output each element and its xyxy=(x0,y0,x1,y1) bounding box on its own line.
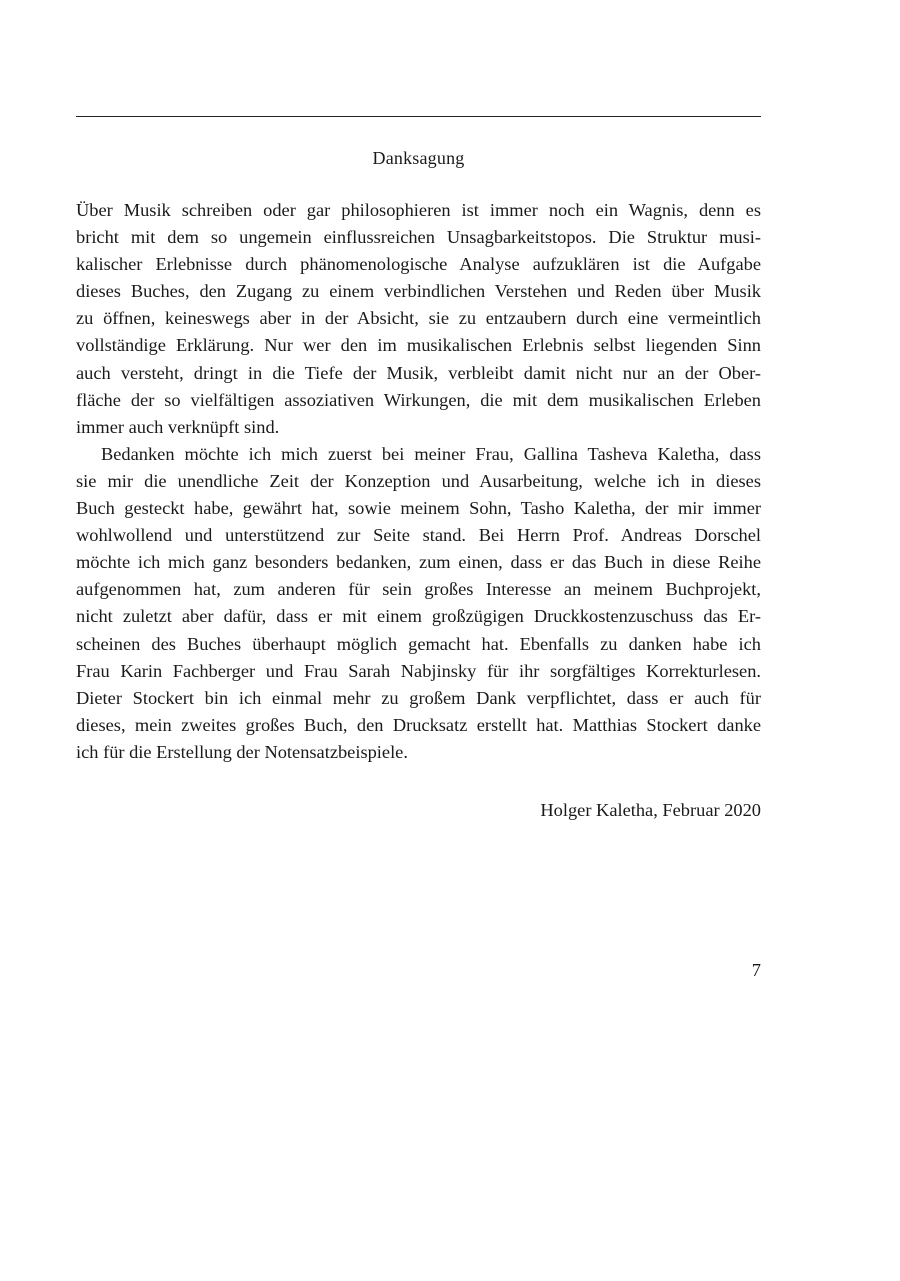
text-line: wohlwollend und unterstützend zur Seite stand. Bei Herrn Prof. Andreas Dorschel xyxy=(76,525,761,546)
paragraph-1 xyxy=(76,197,761,441)
text-line: aufgenommen hat, zum anderen für sein großes Interesse an meinem Buchprojekt, xyxy=(76,579,761,600)
text-line: sie mir die unendliche Zeit der Konzeption und Ausarbeitung, welche ich in dieses xyxy=(76,470,761,491)
text-line: kalischer Erlebnisse durch phänomenologische Analyse aufzuklären ist die Aufgabe xyxy=(76,254,761,275)
text-line: dieses, mein zweites großes Buch, den Drucksatz erstellt hat. Matthias Stockert danke xyxy=(76,714,761,735)
text-line: ich für die Erstellung der Notensatzbeispiele. xyxy=(76,741,408,762)
text-line: dieses Buches, den Zugang zu einem verbindlichen Verstehen und Reden über Musik xyxy=(76,281,761,302)
top-rule xyxy=(76,116,761,117)
text-line: bricht mit dem so ungemein einflussreichen Unsagbarkeitstopos. Die Struktur musi- xyxy=(76,227,761,248)
text-line: Buch gesteckt habe, gewährt hat, sowie meinem Sohn, Tasho Kaletha, der mir immer xyxy=(76,498,761,519)
signature-line: Holger Kaletha, Februar 2020 xyxy=(540,800,761,820)
text-line: möchte ich mich ganz besonders bedanken, zum einen, dass er das Buch in diese Reihe xyxy=(76,552,761,573)
body-text xyxy=(76,197,761,766)
text-line: Dieter Stockert bin ich einmal mehr zu großem Dank verpflichtet, dass er auch für xyxy=(76,687,761,708)
text-line: vollständige Erklärung. Nur wer den im musikalischen Erlebnis selbst liegenden Sinn xyxy=(76,335,761,356)
paragraph-2 xyxy=(76,441,761,766)
text-line: fläche der so vielfältigen assoziativen Wirkungen, die mit dem musikalischen Erleben xyxy=(76,389,761,410)
text-line: scheinen des Buches überhaupt möglich gemacht hat. Ebenfalls zu danken habe ich xyxy=(76,633,761,654)
text-line: immer auch verknüpft sind. xyxy=(76,416,280,437)
text-line: auch versteht, dringt in die Tiefe der Musik, verbleibt damit nicht nur an der Ober- xyxy=(76,362,761,383)
text-line: Über Musik schreiben oder gar philosophieren ist immer noch ein Wagnis, denn es xyxy=(76,200,761,220)
text-line: nicht zuletzt aber dafür, dass er mit einem großzügigen Druckkostenzuschuss das Er- xyxy=(76,606,761,627)
text-line: zu öffnen, keineswegs aber in der Absicht, sie zu entzaubern durch eine vermeintlich xyxy=(76,308,761,329)
page-title: Danksagung xyxy=(372,148,465,168)
page-number: 7 xyxy=(751,960,761,980)
text-line: Frau Karin Fachberger und Frau Sarah Nabjinsky für ihr sorgfältiges Korrekturlesen. xyxy=(76,660,761,681)
text-line: Bedanken möchte ich mich zuerst bei meiner Frau, Gallina Tasheva Kaletha, dass xyxy=(101,443,761,464)
